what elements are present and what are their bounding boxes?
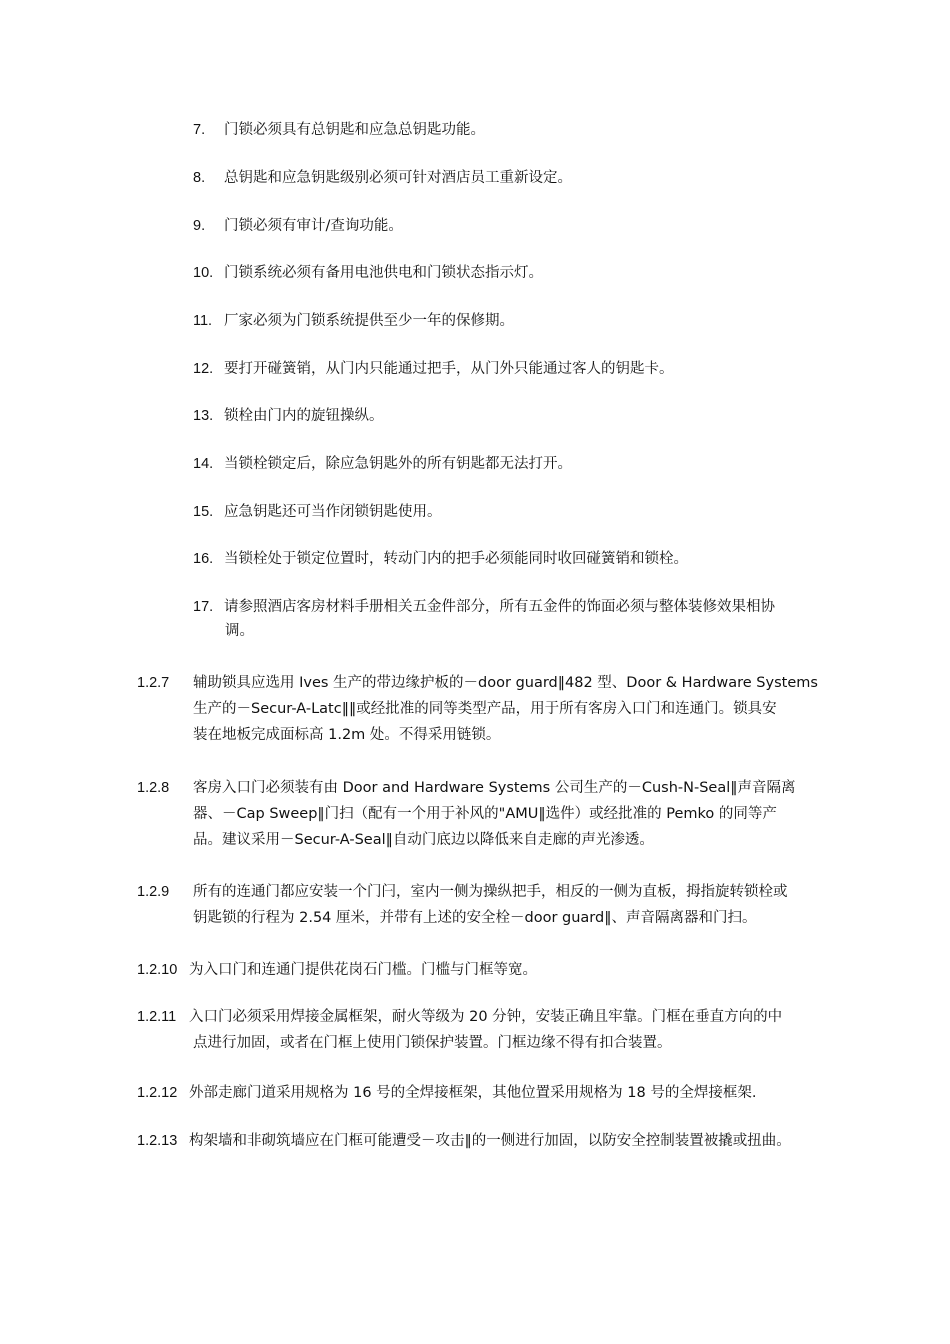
list-item-10: [193, 261, 853, 285]
list-item-17: [193, 595, 853, 643]
list-item-number: 16.: [193, 551, 214, 567]
clause-line: 为入口门和连通门提供花岗石门槛。门槛与门框等宽。: [189, 962, 537, 978]
clause-1-2-10: [137, 957, 862, 983]
clause-number: 1.2.13: [137, 1133, 178, 1149]
list-item-text: 当锁栓锁定后，除应急钥匙外的所有钥匙都无法打开。: [224, 456, 572, 472]
list-item-text: 要打开碰簧销，从门内只能通过把手，从门外只能通过客人的钥匙卡。: [224, 361, 674, 377]
list-item-text: 门锁必须有审计/查询功能。: [224, 218, 403, 234]
clause-line: 构架墙和非砌筑墙应在门框可能遭受－攻击‖的一侧进行加固，以防安全控制装置被撬或扭曲。: [189, 1133, 791, 1149]
clause-1-2-13: [137, 1128, 862, 1154]
list-item-number: 17.: [193, 599, 214, 615]
clause-1-2-11: [137, 1004, 862, 1056]
clause-line: 客房入口门必须装有由 Door and Hardware Systems 公司生产的－Cush-N-Seal‖声音隔离: [193, 780, 796, 796]
list-item-text: 当锁栓处于锁定位置时，转动门内的把手必须能同时收回碰簧销和锁栓。: [224, 551, 688, 567]
list-item-number: 13.: [193, 408, 214, 424]
list-item-number: 9.: [193, 218, 206, 234]
list-item-11: [193, 309, 853, 333]
list-item-16: [193, 547, 853, 571]
clause-number: 1.2.7: [137, 675, 170, 691]
list-item-text: 请参照酒店客房材料手册相关五金件部分，所有五金件的饰面必须与整体装修效果相协: [224, 599, 775, 615]
clause-1-2-9: [137, 879, 862, 931]
list-item-text-continuation: 调。: [225, 623, 254, 639]
list-item-number: 14.: [193, 456, 214, 472]
clause-line: 所有的连通门都应安装一个门闩，室内一侧为操纵把手，相反的一侧为直板，拇指旋转锁栓或: [193, 884, 788, 900]
clause-line: 器、－Cap Sweep‖门扫（配有一个用于补风的"AMU‖选件）或经批准的 Pemko 的同等产: [193, 806, 777, 822]
list-item-15: [193, 500, 853, 524]
list-item-8: [193, 166, 853, 190]
clause-line: 装在地板完成面标高 1.2m 处。不得采用链锁。: [193, 727, 501, 743]
clause-line: 生产的－Secur-A-Latc‖‖或经批准的同等类型产品，用于所有客房入口门和连通门。锁具安: [193, 701, 777, 717]
clause-number: 1.2.9: [137, 884, 170, 900]
clause-number: 1.2.10: [137, 962, 178, 978]
clause-line: 外部走廊门道采用规格为 16 号的全焊接框架，其他位置采用规格为 18 号的全焊接框架.: [189, 1085, 757, 1101]
clause-number: 1.2.12: [137, 1085, 178, 1101]
list-item-12: [193, 357, 853, 381]
list-item-9: [193, 214, 853, 238]
list-item-text: 门锁必须具有总钥匙和应急总钥匙功能。: [224, 122, 485, 138]
list-item-number: 7.: [193, 122, 206, 138]
clause-1-2-12: [137, 1080, 862, 1106]
clause-number: 1.2.11: [137, 1009, 177, 1025]
clause-line: 点进行加固，或者在门框上使用门锁保护装置。门框边缘不得有扣合装置。: [193, 1035, 672, 1051]
clause-number: 1.2.8: [137, 780, 170, 796]
list-item-number: 11.: [193, 313, 213, 329]
list-item-14: [193, 452, 853, 476]
list-item-7: [193, 118, 853, 142]
clause-line: 钥匙锁的行程为 2.54 厘米，并带有上述的安全栓－door guard‖、声音隔离器和门扫。: [193, 910, 757, 926]
list-item-text: 应急钥匙还可当作闭锁钥匙使用。: [224, 504, 442, 520]
list-item-text: 总钥匙和应急钥匙级别必须可针对酒店员工重新设定。: [224, 170, 572, 186]
clause-1-2-7: [137, 670, 862, 748]
list-item-number: 15.: [193, 504, 214, 520]
list-item-text: 厂家必须为门锁系统提供至少一年的保修期。: [224, 313, 514, 329]
clause-line: 辅助锁具应选用 Ives 生产的带边缘护板的－door guard‖482 型、Door & Hardware Systems: [193, 675, 818, 691]
clause-line: 品。建议采用－Secur-A-Seal‖自动门底边以降低来自走廊的声光渗透。: [193, 832, 654, 848]
list-item-text: 门锁系统必须有备用电池供电和门锁状态指示灯。: [224, 265, 543, 281]
list-item-number: 10.: [193, 265, 214, 281]
list-item-13: [193, 404, 853, 428]
clause-line: 入口门必须采用焊接金属框架，耐火等级为 20 分钟，安装正确且牢靠。门框在垂直方向的中: [189, 1009, 783, 1025]
list-item-number: 12.: [193, 361, 214, 377]
list-item-number: 8.: [193, 170, 206, 186]
list-item-text: 锁栓由门内的旋钮操纵。: [224, 408, 384, 424]
clause-1-2-8: [137, 775, 862, 853]
